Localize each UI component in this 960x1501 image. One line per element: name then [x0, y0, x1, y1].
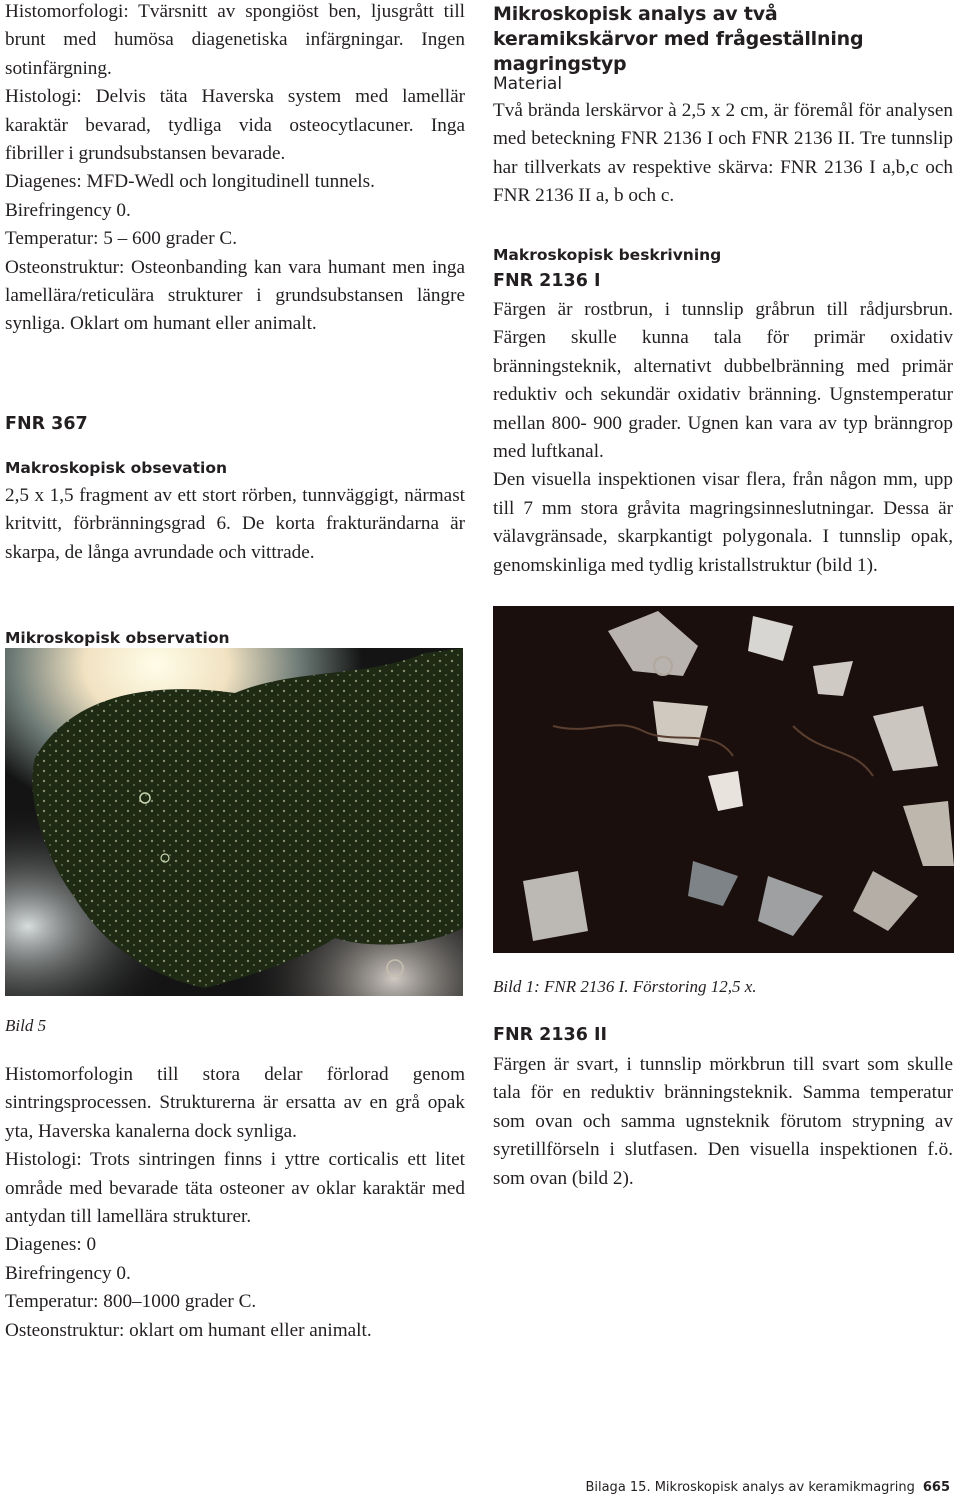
macro-text: 2,5 x 1,5 fragment av ett stort rörben, tunnväggigt, närmast kritvitt, förbränningsgrad 6. De korta frakturändarna är skarpa, de långa avrundade och vittrade. [5, 485, 465, 563]
paragraph: Histomorfologi: Tvärsnitt av spongiöst ben, ljusgrått till brunt med humösa diagenetiska infärgningar. Ingen sotinfärgning. [5, 1, 465, 79]
paragraph: Diagenes: MFD-Wedl och longitudinell tunnels. [5, 171, 375, 193]
material-heading: Material [493, 74, 563, 94]
micro-heading: Mikroskopisk observation [5, 629, 230, 647]
after-text [5, 1061, 465, 1345]
material-text: Två brända lerskärvor à 2,5 x 2 cm, är föremål för analysen med beteckning FNR 2136 I och FNR 2136 II. Tre tunnslip har tillverkats av respektive skärva: FNR 2136 I a,b,c och FNR 2136 II a, b och c. [493, 100, 953, 207]
page-footer [585, 1480, 950, 1495]
paragraph: Osteonstruktur: oklart om humant eller animalt. [5, 1319, 372, 1341]
fnr-2136-ii-text: Färgen är svart, i tunnslip mörkbrun till svart som skulle tala för en reduktiv bränningsteknik. Samma temperatur som ovan och samma ugnsteknik förutom strypning av syretillförseln i slutfasen. Den visuella inspektionen f.ö. som ovan (bild 2). [493, 1054, 953, 1189]
paragraph: Färgen är rostbrun, i tunnslip gråbrun till rådjursbrun. Färgen skulle kunna tala för primär oxidativ bränningsteknik, alternativt dubbelbränning med primär reduktiv och sekundär oxidativ bränning. Ugnstemperatur mellan 800- 900 grader. Ugnen kan vara av typ bränngrop med luftkanal. [493, 299, 953, 463]
ceramic-microscope-image [493, 606, 954, 953]
fnr-2136-ii-heading: FNR 2136 II [493, 1025, 607, 1045]
paragraph: Histologi: Delvis täta Haverska system med lamellär karaktär bevarad, tydliga vida osteocytlacuner. Inga fibriller i grundsubstansen bevarade. [5, 86, 465, 165]
bild-5-caption: Bild 5 [5, 1016, 47, 1035]
paragraph: Temperatur: 800–1000 grader C. [5, 1291, 257, 1313]
ceramic-microscope-graphic [493, 606, 954, 953]
paragraph: Temperatur: 5 – 600 grader C. [5, 228, 238, 250]
paragraph: Birefringency 0. [5, 199, 131, 221]
macro-heading: Makroskopisk obsevation [5, 459, 228, 477]
article-title: Mikroskopisk analys av två keramikskärvor med frågeställning magringstyp [493, 3, 864, 75]
fnr-367-heading: FNR 367 [5, 414, 88, 434]
paragraph: Diagenes: 0 [5, 1234, 97, 1256]
bone-microscope-image [5, 648, 463, 996]
paragraph: Histologi: Trots sintringen finns i yttre corticalis ett litet område med bevarade täta osteoner av oklar karaktär med antydan till lamellära strukturer. [5, 1149, 465, 1228]
intro-text [5, 0, 465, 339]
macro-desc-heading: Makroskopisk beskrivning [493, 246, 722, 264]
footer-label: Bilaga 15. Mikroskopisk analys av keramikmagring [585, 1480, 915, 1495]
paragraph: Den visuella inspektionen visar flera, från någon mm, upp till 7 mm stora gråvita magringsinneslutningar. Dessa är välavgränsade, skarpkantigt polygonala. I tunnslip opak, genomskinliga med tydlig kristallstruktur (bild 1). [493, 469, 953, 576]
bild-1-caption: Bild 1: FNR 2136 I. Förstoring 12,5 x. [493, 977, 757, 996]
paragraph: Osteonstruktur: Osteonbanding kan vara humant men inga lamellära/reticulära strukturer i grundsubstansen längre synliga. Oklart om humant eller animalt. [5, 256, 465, 335]
bone-microscope-graphic [5, 648, 463, 996]
paragraph: Birefringency 0. [5, 1262, 131, 1284]
paragraph: Histomorfologin till stora delar förlorad genom sintringsprocessen. Strukturerna är ersatta av en grå opak yta, Haverska kanalerna dock synliga. [5, 1064, 465, 1142]
fnr-2136-i-heading: FNR 2136 I [493, 271, 601, 291]
page-number: 665 [922, 1480, 950, 1495]
